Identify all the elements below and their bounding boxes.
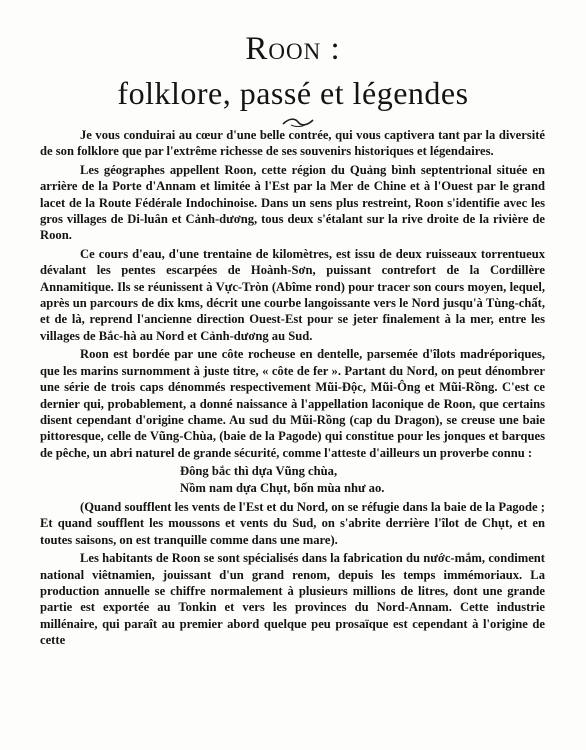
- paragraph-nuoc-mam: Les habitants de Roon se sont spécialisés dans la fabrication du nước-mắm, condiment national viêtnamien, jouissant d'un grand renom, depuis les temps immémoriaux. La production annuelle se chiffre normalement à plusieurs millions de litres, dont une grande partie est exportée au Tonkin et vers les provinces du Nord-Annam. Cette industrie millénaire, qui paraît au premier abord quelque peu prosaïque est cependant à l'origine de cette: [40, 551, 545, 648]
- title-word: Roon: [245, 31, 322, 67]
- paragraph-coast: Roon est bordée par une côte rocheuse en dentelle, parsemée d'îlots madréporiques, que les marins surnomment à juste titre, « côte de fer ». Partant du Nord, on peut dénombrer une série de trois caps dénommés respectivement Mũi-Độc, Mũi-Ông et Mũi-Rồng. C'est ce dernier qui, probablement, a donné naissance à l'appellation laconique de Roon, que certains disent cependant d'origine chame. Au sud du Mũi-Rồng (cap du Dragon), se creuse une baie pittoresque, celle de Vũng-Chùa, (baie de la Pagode) qui constitue pour les jonques et barques de pêche, un abri naturel de grande sécurité, comme l'atteste d'ailleurs un proverbe connu :: [40, 347, 545, 460]
- proverb-line-1: Đông bắc thì dựa Vũng chùa,: [180, 464, 338, 479]
- paragraph-river: Ce cours d'eau, d'une trentaine de kilomètres, est issu de deux ruisseaux torrentueux dévalant les pentes escarpées de Hoành-Sơn, puissant contrefort de la Cordillère Annamitique. Ils se réunissent à Vực-Tròn (Abîme rond) pour tracer son cours moyen, lequel, après un parcours de dix kms, décrit une courbe langoissante vers le Nord jusqu'à Tùng-chất, et de là, reprend l'ancienne direction Ouest-Est pour se jeter finalement à la mer, entre les villages de Bắc-hà au Nord et Cảnh-dương au Sud.: [40, 246, 545, 343]
- paragraph-translation: (Quand soufflent les vents de l'Est et du Nord, on se réfugie dans la baie de la Pagode ; Et quand soufflent les moussons et vents du Sud, on s'abrite derrière l'îlot de Chụt, et en toutes saisons, on est tranquille comme dans une mare).: [40, 499, 545, 547]
- paragraph-intro: Je vous conduirai au cœur d'une belle contrée, qui vous captivera tant par la diversité de son folklore que par l'extrême richesse de ses souvenirs historiques et légendaires.: [40, 128, 545, 159]
- proverb-line-2: Nồm nam dựa Chụt, bốn mùa như ao.: [180, 480, 385, 495]
- page-subtitle: folklore, passé et légendes: [117, 75, 469, 111]
- title-colon: :: [321, 31, 341, 67]
- paragraph-geography: Les géographes appellent Roon, cette région du Quảng bình septentrional située en arrière de la Porte d'Annam et limitée à l'Est par la Mer de Chine et à l'Ouest par le grand lacet de la Route Fédérale Indochinoise. Dans un sens plus restreint, Roon s'identifie avec les gros villages de Di-luân et Cảnh-dương, tous deux s'étalant sur la rive droite de la rivière de Roon.: [40, 162, 545, 243]
- page-title: [0, 30, 586, 68]
- article-body: [40, 127, 545, 651]
